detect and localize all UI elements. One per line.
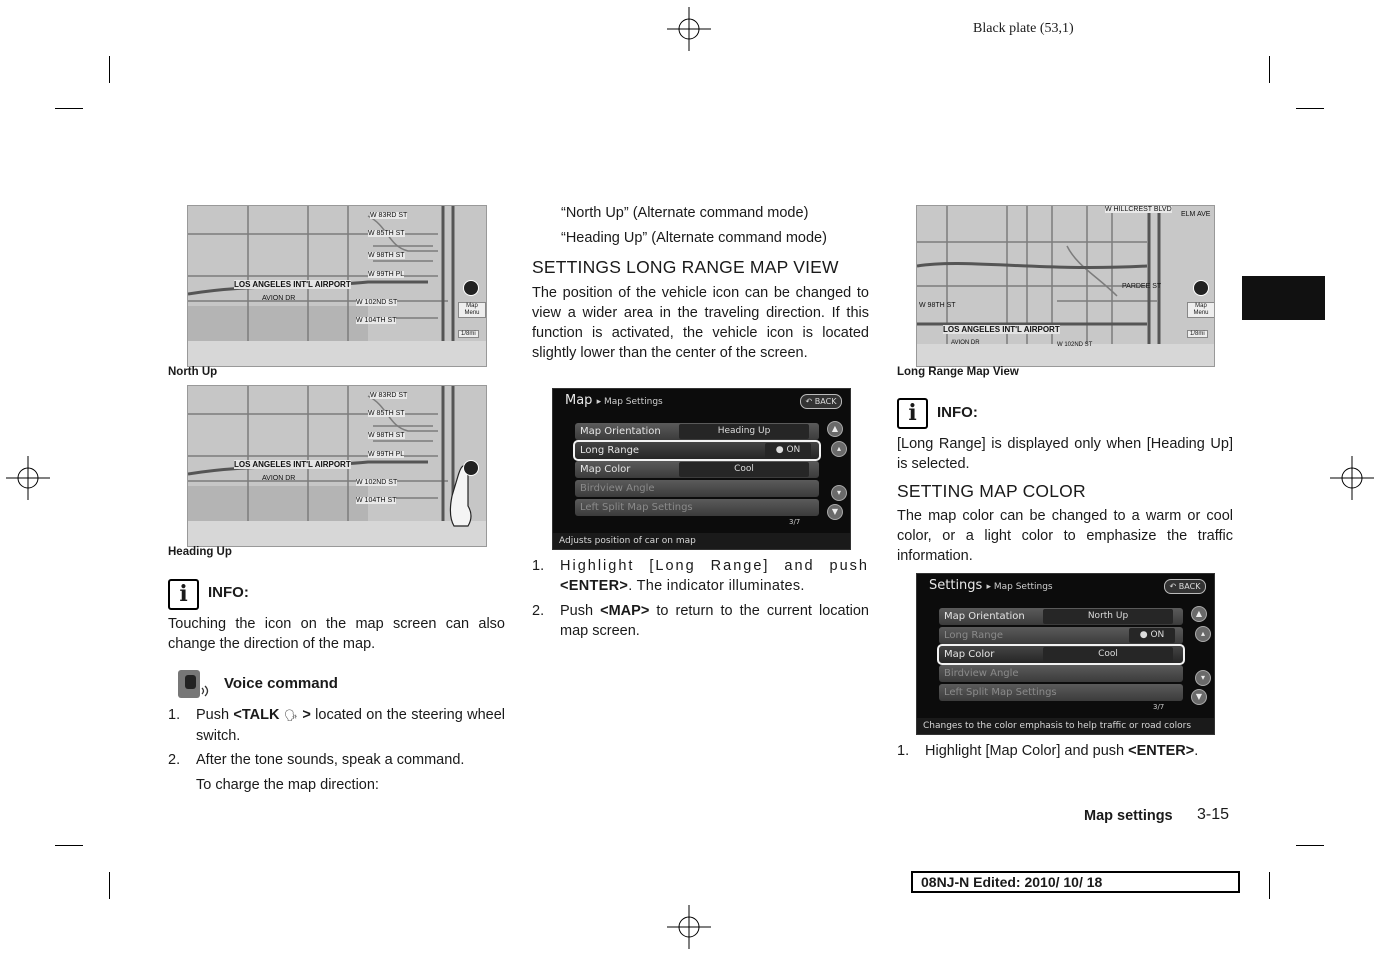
scroll-down-button[interactable]: ▾ (831, 485, 847, 501)
menu-row-map-orientation[interactable]: Map Orientation Heading Up (575, 423, 819, 440)
page-indicator: 3/7 (789, 518, 801, 526)
map-label-102nd: W 102ND ST (356, 299, 398, 306)
menu-row-long-range[interactable]: Long Range ● ON (939, 627, 1183, 644)
plate-label: Black plate (53,1) (973, 21, 1074, 36)
registration-mark-bottom (667, 905, 711, 949)
map-settings-screen-2 (916, 573, 1215, 735)
scroll-up-button[interactable]: ▴ (1195, 626, 1211, 642)
step-number: 2. (532, 603, 545, 619)
screen-title: Map ▸ Map Settings (565, 393, 663, 408)
map-north-up (187, 205, 487, 367)
voice-command-icon (176, 668, 210, 700)
map-heading-up (187, 385, 487, 547)
caption-heading-up: Heading Up (168, 546, 232, 558)
status-line: Adjusts position of car on map (553, 533, 850, 549)
map-label-85th: W 85TH ST (368, 410, 405, 417)
map-label-pardee: PARDEE ST (1122, 283, 1162, 290)
enter-key: <ENTER> (1128, 743, 1195, 759)
info-icon: i (168, 579, 199, 610)
map-label-airport: LOS ANGELES INT'L AIRPORT (234, 280, 351, 289)
left-step-2-sub: To charge the map direction: (196, 777, 379, 793)
map-key: <MAP> (600, 603, 650, 619)
menu-row-birdview-angle[interactable]: Birdview Angle (575, 480, 819, 497)
map-menu-button[interactable]: Map Menu (458, 302, 486, 318)
step-text: Highlight [Long Range] and push (560, 558, 869, 574)
map-label-avion: AVION DR (262, 295, 296, 302)
map-label-airport: LOS ANGELES INT'L AIRPORT (943, 325, 1060, 334)
map-label-98th: W 98TH ST (368, 252, 405, 259)
step-number: 2. (168, 752, 181, 768)
section-heading-map-color: SETTING MAP COLOR (897, 481, 1086, 501)
footer-page-number: 3-15 (1197, 806, 1230, 823)
caption-north-up: North Up (168, 366, 218, 378)
info-title: INFO: (208, 584, 249, 601)
registration-mark-left (6, 456, 50, 500)
right-step-1 (897, 741, 1237, 761)
compass-icon[interactable] (1193, 280, 1209, 296)
crop-mark-top-right-h (1296, 108, 1324, 109)
map-label-85th: W 85TH ST (368, 230, 405, 237)
step-text: Highlight [Map Color] and push (925, 743, 1129, 759)
crop-mark-bottom-right-v (1269, 872, 1270, 899)
talk-key-close: > (302, 707, 311, 723)
map-label-hillcrest: W HILLCREST BLVD (1105, 206, 1172, 213)
crop-mark-bottom-right-h (1296, 845, 1324, 846)
crop-mark-bottom-left-h (55, 845, 83, 846)
section-thumb-tab (1242, 276, 1325, 320)
step-number: 1. (532, 558, 545, 574)
long-range-body: The position of the vehicle icon can be changed to view a wider area in the traveling direction. If this function is activated, the vehicle icon is located slightly lower than the center of the screen. (532, 285, 869, 361)
map-label-102nd: W 102ND ST (356, 479, 398, 486)
step-text-post: . The indicator illuminates. (628, 578, 805, 594)
map-label-airport: LOS ANGELES INT'L AIRPORT (234, 460, 351, 469)
info-title: INFO: (937, 404, 978, 421)
back-button[interactable]: ↶ BACK (1164, 579, 1206, 594)
step-text-post: located on the steering wheel switch. (196, 707, 505, 744)
compass-icon[interactable] (463, 280, 479, 296)
map-scale: 1/8mi (1187, 330, 1208, 338)
crop-mark-top-right-v (1269, 56, 1270, 83)
screen-title: Settings ▸ Map Settings (929, 578, 1053, 593)
map-label-83rd: W 83RD ST (370, 392, 408, 399)
status-line: Changes to the color emphasis to help traffic or road colors (917, 718, 1214, 734)
scroll-down-button[interactable]: ▾ (1195, 670, 1211, 686)
map-label-avion: AVION DR (262, 475, 296, 482)
menu-row-left-split[interactable]: Left Split Map Settings (575, 499, 819, 516)
map-label-104th: W 104TH ST (356, 497, 397, 504)
step-number: 1. (897, 743, 910, 759)
menu-row-map-color[interactable]: Map Color Cool (939, 646, 1183, 663)
step-text-post: to return to the current location map screen. (560, 603, 869, 639)
talk-switch-icon: 🗣 (283, 710, 299, 722)
menu-row-left-split[interactable]: Left Split Map Settings (939, 684, 1183, 701)
map-label-99th: W 99TH PL (368, 451, 405, 458)
scroll-bottom-button[interactable]: ▼ (827, 504, 843, 520)
talk-key: <TALK (233, 707, 280, 723)
step-text-post: . (1194, 743, 1199, 759)
map-long-range (916, 205, 1215, 367)
map-label-98th: W 98TH ST (919, 302, 956, 309)
voice-command-title: Voice command (224, 675, 338, 692)
left-step-2 (168, 750, 505, 770)
info-icon: i (897, 398, 928, 429)
footer-section-name: Map settings (1084, 808, 1173, 824)
crop-mark-top-left-h (55, 108, 83, 109)
scroll-top-button[interactable]: ▲ (1191, 606, 1207, 622)
step-text: After the tone sounds, speak a command. (196, 752, 465, 768)
menu-row-birdview-angle[interactable]: Birdview Angle (939, 665, 1183, 682)
crop-mark-bottom-left-v (109, 872, 110, 899)
compass-icon[interactable] (463, 460, 479, 476)
menu-row-map-color[interactable]: Map Color Cool (575, 461, 819, 478)
scroll-bottom-button[interactable]: ▼ (1191, 689, 1207, 705)
step-text: Push (196, 707, 234, 723)
map-label-elm: ELM AVE (1181, 211, 1211, 218)
alt-command-heading-up: “Heading Up” (Alternate command mode) (561, 230, 827, 246)
step-text: Push (560, 603, 601, 619)
map-settings-screen-1 (552, 388, 851, 550)
map-label-102nd: W 102ND ST (1057, 342, 1093, 348)
crop-mark-top-left-v (109, 56, 110, 83)
map-label-98th: W 98TH ST (368, 432, 405, 439)
middle-step-2 (532, 601, 869, 641)
step-number: 1. (168, 707, 181, 723)
scroll-up-button[interactable]: ▴ (831, 441, 847, 457)
scroll-top-button[interactable]: ▲ (827, 421, 843, 437)
caption-long-range: Long Range Map View (897, 366, 1019, 378)
map-label-avion: AVION DR (951, 340, 980, 346)
enter-key: <ENTER> (560, 578, 629, 594)
menu-row-long-range[interactable]: Long Range ● ON (575, 442, 819, 459)
back-button[interactable]: ↶ BACK (800, 394, 842, 409)
info-text: Touching the icon on the map screen can also change the direction of the map. (168, 616, 505, 652)
map-label-99th: W 99TH PL (368, 271, 405, 278)
map-color-body: The map color can be changed to a warm or cool color, or a light color to emphasize the traffic information. (897, 508, 1233, 564)
middle-step-1 (532, 556, 869, 596)
registration-mark-top (667, 7, 711, 51)
page-indicator: 3/7 (1153, 703, 1165, 711)
alt-command-north-up: “North Up” (Alternate command mode) (561, 205, 809, 221)
section-heading-long-range: SETTINGS LONG RANGE MAP VIEW (532, 257, 839, 277)
registration-mark-right (1330, 456, 1374, 500)
info-text: [Long Range] is displayed only when [Heading Up] is selected. (897, 436, 1233, 472)
map-label-104th: W 104TH ST (356, 317, 397, 324)
map-scale: 1/8mi (458, 330, 479, 338)
menu-row-map-orientation[interactable]: Map Orientation North Up (939, 608, 1183, 625)
footer-edited-box: 08NJ-N Edited: 2010/ 10/ 18 (911, 871, 1240, 893)
left-step-1 (168, 705, 505, 746)
map-label-83rd: W 83RD ST (370, 212, 408, 219)
map-menu-button[interactable]: Map Menu (1187, 302, 1215, 318)
